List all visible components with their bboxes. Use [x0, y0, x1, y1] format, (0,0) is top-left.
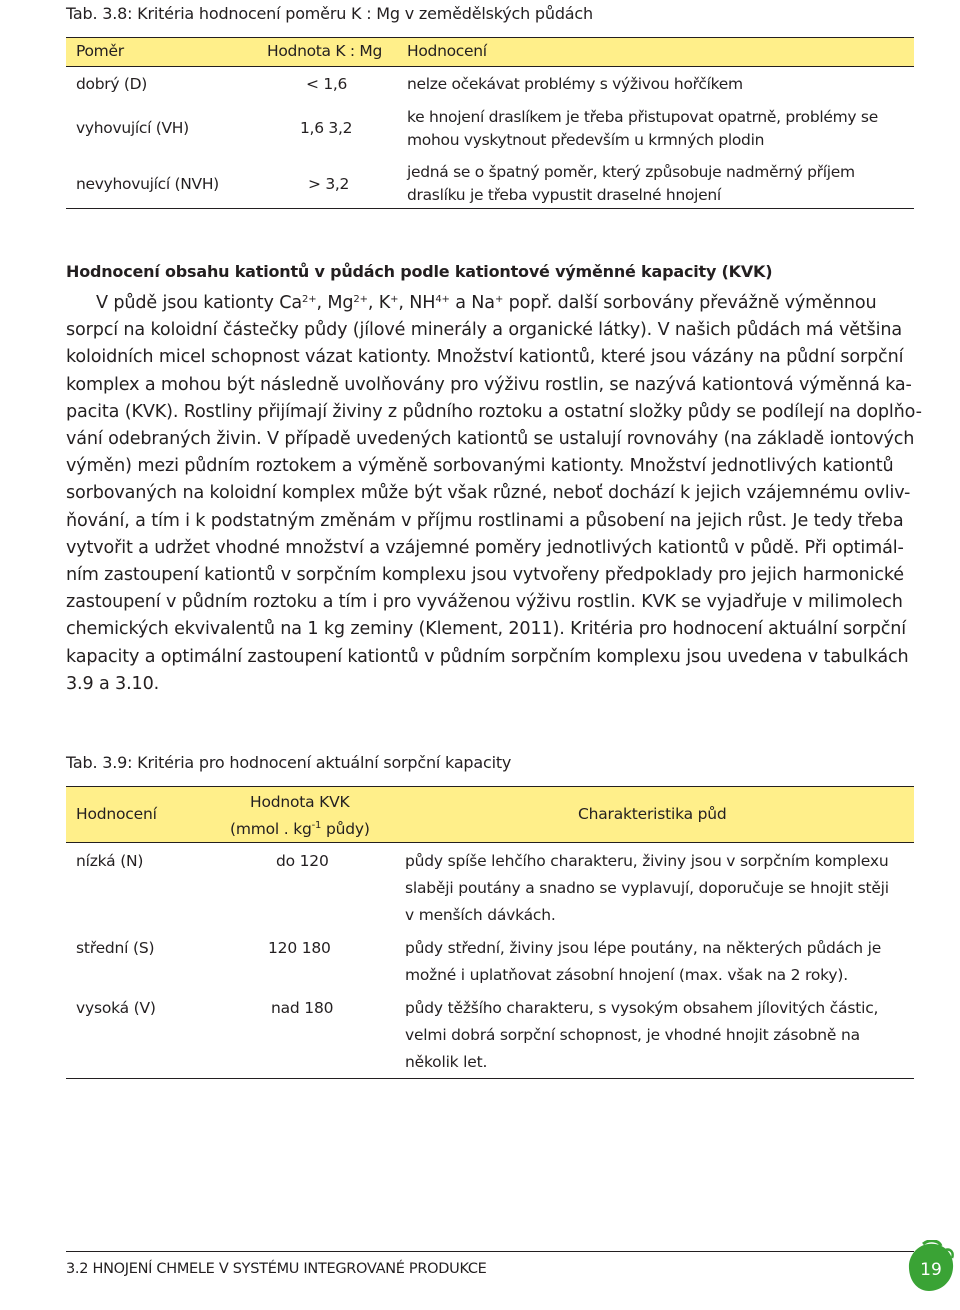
- evaluation-cell: vysoká (V): [76, 999, 156, 1017]
- ratio-cell: vyhovující (VH): [76, 119, 189, 137]
- superscript: +: [390, 294, 399, 305]
- superscript: 4+: [435, 294, 450, 305]
- text-run: , NH: [398, 293, 436, 313]
- ratio-cell: nevyhovující (NVH): [76, 175, 219, 193]
- characteristics-line: v menších dávkách.: [405, 906, 556, 924]
- paragraph-line: zastoupení v půdním roztoku a tím i pro vyváženou výživu rostlin. KVK se vyjadřuje v milimolech: [66, 592, 903, 613]
- paragraph-line: kapacity a optimální zastoupení kationtů v půdním sorpčním komplexu jsou uvedena v tabulkách: [66, 646, 909, 667]
- table-3-9: [66, 786, 914, 1081]
- superscript: 2+: [301, 294, 317, 305]
- value-cell: 1,6 3,2: [300, 119, 353, 137]
- ratio-cell: dobrý (D): [76, 75, 147, 93]
- column-header-value-unit: [230, 816, 370, 843]
- value-cell: > 3,2: [308, 175, 350, 193]
- column-header-ratio: Poměr: [76, 42, 124, 60]
- section-heading: Hodnocení obsahu kationtů v půdách podle kationtové výměnné kapacity (KVK): [66, 262, 773, 281]
- page-number-badge: [905, 1240, 955, 1294]
- paragraph-line: ňování, a tím i k podstatným změnám v příjmu rostlinami a působení na jejich růst. Je tedy třeba: [66, 510, 904, 531]
- table-3-8: [66, 37, 914, 212]
- paragraph-line: sorbovaných na koloidní komplex může být však různé, neboť dochází k jejich vzájemnému ovliv-: [66, 483, 911, 504]
- paragraph-line: vání odebraných živin. V případě uvedených kationtů se ustalují rovnováhy (na základě iontových: [66, 429, 915, 450]
- column-header-evaluation: Hodnocení: [407, 42, 487, 60]
- table-3-9-caption: Tab. 3.9: Kritéria pro hodnocení aktuální sorpční kapacity: [66, 753, 512, 772]
- characteristics-line: půdy spíše lehčího charakteru, živiny jsou v sorpčním komplexu: [405, 852, 889, 870]
- evaluation-cell-line: mohou vyskytnout především u krmných plodin: [407, 131, 765, 149]
- table-header-row: [66, 37, 914, 67]
- characteristics-line: velmi dobrá sorpční schopnost, je vhodné hnojit zásobně na: [405, 1026, 860, 1044]
- evaluation-cell-line: jedná se o špatný poměr, který způsobuje nadměrný příjem: [407, 163, 855, 181]
- footer-rule: [66, 1251, 914, 1252]
- characteristics-line: půdy těžšího charakteru, s vysokým obsahem jílovitých částic,: [405, 999, 879, 1017]
- value-cell: 120 180: [268, 939, 331, 957]
- evaluation-cell-line: draslíku je třeba vypustit draselné hnojení: [407, 186, 721, 204]
- column-header-evaluation: Hodnocení: [76, 805, 157, 823]
- value-cell: nad 180: [271, 999, 334, 1017]
- table-3-8-caption: Tab. 3.8: Kritéria hodnocení poměru K : Mg v zemědělských půdách: [66, 4, 593, 23]
- column-header-value: Hodnota K : Mg: [267, 42, 383, 60]
- evaluation-cell-line: ke hnojení draslíkem je třeba přistupovat opatrně, problémy se: [407, 108, 878, 126]
- table-header-row: [66, 786, 914, 843]
- text-run: V půdě jsou kationty Ca: [96, 293, 302, 313]
- paragraph-line: koloidních micel schopnost vázat kationty. Množství kationtů, které jsou vázány na půdní sorpční: [66, 347, 904, 368]
- page-number: 19: [920, 1260, 942, 1280]
- superscript: 2+: [353, 294, 368, 305]
- text-run: , K: [367, 293, 391, 313]
- characteristics-line: možné i uplatňovat zásobní hnojení (max. však na 2 roky).: [405, 966, 848, 984]
- hop-leaf-icon: [905, 1240, 955, 1294]
- column-header-value-line: Hodnota KVK: [250, 793, 350, 811]
- paragraph-line: 3.9 a 3.10.: [66, 673, 160, 694]
- paragraph-line: výměn) mezi půdním roztokem a výměně sorbovanými kationty. Množství jednotlivých kationtů: [66, 456, 894, 477]
- footer-chapter-title: 3.2 HNOJENÍ CHMELE V SYSTÉMU INTEGROVANÉ PRODUKCE: [66, 1261, 487, 1277]
- text-run: půdy): [321, 820, 370, 838]
- characteristics-line: půdy střední, živiny jsou lépe poutány, na některých půdách je: [405, 939, 882, 957]
- text-run: popř. další sorbovány převážně výměnnou: [503, 293, 877, 313]
- paragraph-first-line: [66, 290, 914, 317]
- paragraph-line: chemických ekvivalentů na 1 kg zeminy (Klement, 2011). Kritéria pro hodnocení aktuální sorpční: [66, 619, 907, 640]
- text-run: a Na: [449, 293, 495, 313]
- evaluation-cell: nízká (N): [76, 852, 144, 870]
- text-run: , Mg: [316, 293, 354, 313]
- value-cell: < 1,6: [306, 75, 348, 93]
- evaluation-cell: střední (S): [76, 939, 155, 957]
- value-cell: do 120: [276, 852, 329, 870]
- table-bottom-rule: [66, 208, 914, 209]
- paragraph-line: komplex a mohou být následně uvolňovány pro výživu rostlin, se nazývá kationtová výměnná ka-: [66, 374, 912, 395]
- body-paragraph: [66, 290, 922, 698]
- superscript: -1: [311, 820, 322, 831]
- table-bottom-rule: [66, 1078, 914, 1079]
- characteristics-line: několik let.: [405, 1053, 488, 1071]
- paragraph-line: ním zastoupení kationtů v sorpčním komplexu jsou vytvořeny předpoklady pro jejich harmonické: [66, 565, 904, 586]
- superscript: +: [494, 294, 504, 305]
- column-header-characteristics: Charakteristika půd: [578, 805, 727, 823]
- paragraph-line: pacita (KVK). Rostliny přijímají živiny z půdního roztoku a ostatní složky půdy se podílejí na doplňo-: [66, 401, 922, 422]
- paragraph-line: vytvořit a udržet vhodné množství a vzájemné poměry jednotlivých kationtů v půdě. Při optimál-: [66, 537, 904, 558]
- evaluation-cell: nelze očekávat problémy s výživou hořčíkem: [407, 75, 743, 93]
- characteristics-line: slaběji poutány a snadno se vyplavují, doporučuje se hnojit stěji: [405, 879, 889, 897]
- paragraph-line: sorpcí na koloidní částečky půdy (jílové minerály a organické látky). V našich půdách má většina: [66, 320, 903, 341]
- text-run: (mmol . kg: [230, 820, 312, 838]
